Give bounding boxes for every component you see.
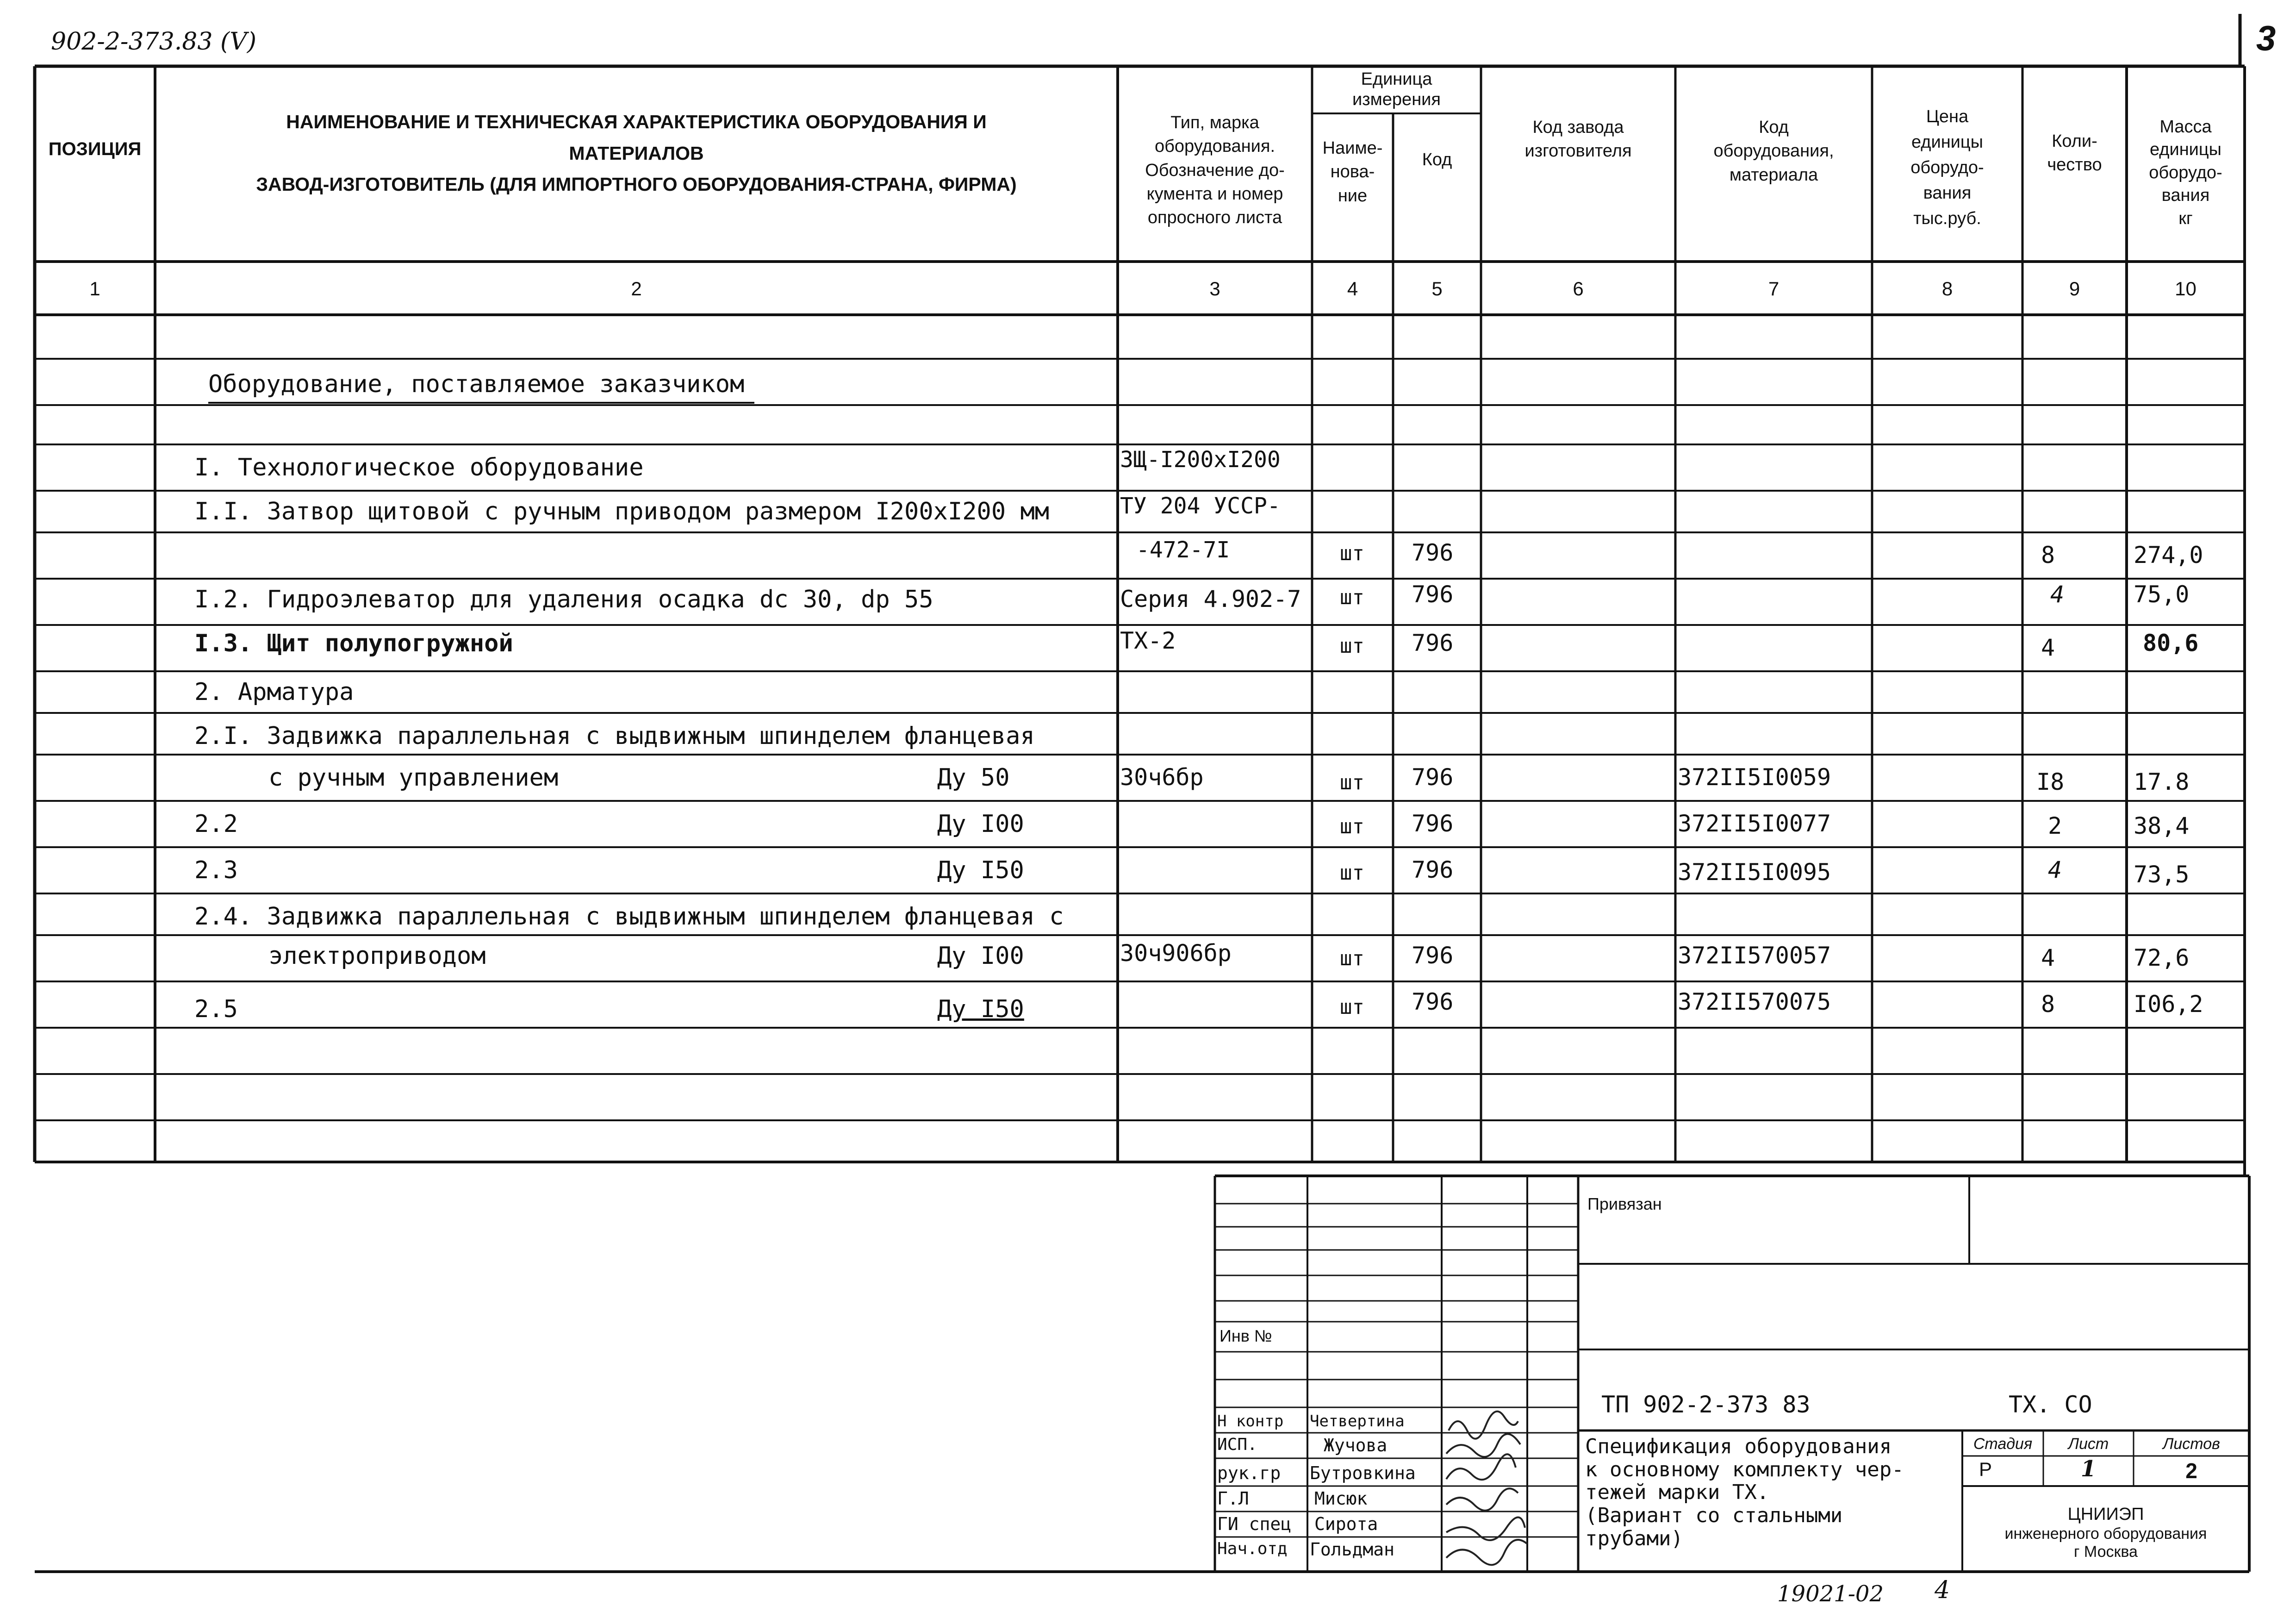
row-type: 30ч906бр [1120,940,1232,967]
row-name: 2.3 [194,856,238,884]
header-manufacturer-line: изготовителя [1524,141,1632,161]
header-name-line3: ЗАВОД-ИЗГОТОВИТЕЛЬ (ДЛЯ ИМПОРТНОГО ОБОРУДОВАНИЯ-СТРАНА, ФИРМА) [256,174,1017,195]
header-equipment-line: материала [1729,165,1818,185]
sheet-label: Лист [2068,1435,2109,1453]
header-manufacturer-line: Код завода [1532,118,1624,137]
header-equipment-line: Код [1759,118,1789,137]
header-unit-line: измерения [1352,89,1441,109]
row-quantity: 4 [2050,581,2065,608]
column-number: 7 [1768,278,1780,300]
row-quantity: 4 [2041,634,2055,661]
header-type-line: Обозначение до- [1145,160,1285,180]
row-unit-code: 796 [1412,856,1454,883]
header-price-line: единицы [1911,132,1983,152]
row-name: 2. Арматура [194,678,354,706]
column-number: 3 [1209,278,1220,300]
row-du: Ду I00 [937,810,1024,838]
row-quantity: I8 [2036,768,2065,795]
signer-name: Мисюк [1314,1488,1368,1509]
row-quantity: 4 [2041,944,2055,971]
signer-name: Гольдман [1310,1539,1395,1560]
organization-line: инженерного оборудования [2004,1524,2207,1543]
row-equipment-code: 372II570075 [1678,988,1831,1015]
document-title-line: тежей марки ТХ. [1585,1480,1769,1505]
privyazan-label: Привязан [1587,1194,1662,1213]
row-unit-code: 796 [1412,539,1454,566]
row-unit-code: 796 [1412,988,1454,1015]
signer-name: Жучова [1324,1435,1388,1455]
row-equipment-code: 372II570057 [1678,942,1831,969]
signer-role: Г.Л [1217,1488,1249,1509]
row-name: 2.2 [194,810,238,838]
row-type: ЗЩ-I200хI200 [1120,447,1281,473]
signer-name: Бутровкина [1310,1463,1416,1483]
header-type-line: Тип, марка [1170,113,1259,132]
header-mass-line: вания [2161,186,2210,206]
row-quantity: 8 [2041,991,2055,1018]
row-unit-code: 796 [1412,942,1454,969]
column-number: 2 [631,278,642,300]
page-number: 3 [2256,19,2276,58]
signer-role: ГИ спец [1217,1514,1292,1534]
document-title-line: трубами) [1585,1526,1683,1550]
signer-role: Нач.отд [1217,1539,1288,1558]
column-number: 10 [2175,278,2196,300]
row-quantity: 4 [2048,856,2062,883]
header-price-line: вания [1923,183,1972,203]
row-mass: 17.8 [2134,768,2190,795]
row-unit: шт [1340,771,1364,794]
row-unit: шт [1340,861,1364,885]
header-price-line: тыс.руб. [1913,209,1981,229]
sheets-value: 2 [2185,1459,2197,1483]
footer-note: 19021-02 [1777,1581,1884,1607]
row-mass: 38,4 [2134,812,2190,839]
section-title: Оборудование, поставляемое заказчиком [208,370,745,398]
row-name: I.I. Затвор щитовой с ручным приводом размером I200хI200 мм [194,498,1050,525]
row-du: Ду I50 [937,995,1024,1023]
row-type: -472-7I [1136,537,1230,563]
row-type: Серия 4.902-7 [1120,586,1301,612]
signer-name: Сирота [1314,1514,1378,1534]
row-name: электроприводом [268,942,486,970]
row-du: Ду I50 [937,856,1024,884]
row-mass: 274,0 [2134,542,2203,568]
row-du: Ду 50 [937,764,1010,792]
row-unit-code: 796 [1412,630,1454,656]
row-mass: I06,2 [2134,991,2203,1018]
row-mass: 80,6 [2143,630,2199,656]
row-unit: шт [1340,815,1364,838]
header-unit-name-line: Наиме- [1322,138,1383,158]
header-equipment-line: оборудования, [1713,141,1834,161]
row-type: 30ч6бр [1120,764,1204,791]
row-unit-code: 796 [1412,810,1454,837]
column-number: 1 [89,278,100,300]
document-title-line: к основному комплекту чер- [1585,1457,1904,1481]
row-mass: 75,0 [2134,581,2190,608]
row-unit-code: 796 [1412,764,1454,791]
signer-role: Н контр [1217,1412,1284,1430]
footer-number: 4 [1935,1576,1950,1604]
header-position: ПОЗИЦИЯ [48,139,142,159]
organization-line: ЦНИИЭП [2067,1505,2144,1524]
header-mass-line: единицы [2150,140,2221,160]
row-mass: 73,5 [2134,861,2190,888]
row-equipment-code: 372II5I0059 [1678,764,1831,791]
column-number: 5 [1431,278,1443,300]
column-number: 9 [2069,278,2080,300]
column-number: 4 [1347,278,1358,300]
row-unit: шт [1340,947,1364,970]
row-name: I.2. Гидроэлеватор для удаления осадка dc 30, dp 55 [194,586,933,613]
row-unit: шт [1340,586,1364,609]
row-name: 2.4. Задвижка параллельная с выдвижным шпинделем фланцевая с [194,903,1064,931]
document-code: 902-2-373.83 (V) [51,28,257,56]
row-unit: шт [1340,995,1364,1019]
row-du: Ду I00 [937,942,1024,970]
header-quantity-line: Коли- [2052,131,2097,151]
drawing-mark: ТХ. СО [2009,1391,2092,1418]
project-number: ТП 902-2-373 83 [1601,1391,1811,1418]
row-unit: шт [1340,542,1364,565]
column-number: 8 [1941,278,1953,300]
header-type-line: опросного листа [1147,208,1282,228]
row-equipment-code: 372II5I0077 [1678,810,1831,837]
header-price-line: оборудо- [1910,158,1984,178]
header-unit-code: Код [1422,150,1452,169]
row-quantity: 2 [2048,812,2062,839]
sheet-value: 1 [2080,1456,2097,1482]
row-type: ТХ-2 [1120,627,1176,654]
row-name: 2.I. Задвижка параллельная с выдвижным шпинделем фланцевая [194,722,1035,750]
row-name: 2.5 [194,995,238,1023]
stage-value: Р [1979,1458,1992,1480]
header-type-line: оборудования. [1154,137,1276,156]
row-mass: 72,6 [2134,944,2190,971]
header-mass-line: Масса [2159,117,2212,137]
header-name-line1: НАИМЕНОВАНИЕ И ТЕХНИЧЕСКАЯ ХАРАКТЕРИСТИКА ОБОРУДОВАНИЯ И [286,111,987,132]
row-type: ТУ 204 УССР- [1120,493,1281,519]
document-title-line: (Вариант со стальными [1585,1504,1843,1528]
signer-role: рук.гр [1217,1463,1281,1483]
header-type-line: кумента и номер [1146,184,1283,204]
organization-line: г Москва [2074,1543,2138,1561]
header-price-line: Цена [1926,107,1969,126]
header-mass-line: кг [2178,208,2193,228]
stage-label: Стадия [1973,1435,2033,1453]
header-unit-name-line: нова- [1330,162,1375,182]
signer-name: Четвертина [1310,1412,1405,1430]
row-unit: шт [1340,634,1364,658]
header-unit-line: Единица [1361,69,1432,89]
header-name-line2: МАТЕРИАЛОВ [569,142,704,164]
row-name: I. Технологическое оборудование [194,454,644,481]
row-equipment-code: 372II5I0095 [1678,859,1831,886]
header-unit-name-line: ние [1338,186,1368,206]
document-title-line: Спецификация оборудования [1585,1435,1892,1458]
inventory-number-label: Инв № [1220,1326,1272,1345]
row-quantity: 8 [2041,542,2055,568]
row-name: I.3. Щит полупогружной [194,630,513,657]
signer-role: ИСП. [1217,1435,1257,1454]
header-mass-line: оборудо- [2149,162,2222,182]
sheets-label: Листов [2163,1435,2220,1453]
column-number: 6 [1573,278,1584,300]
row-name: с ручным управлением [268,764,559,792]
header-quantity-line: чество [2047,155,2102,175]
row-unit-code: 796 [1412,581,1454,608]
